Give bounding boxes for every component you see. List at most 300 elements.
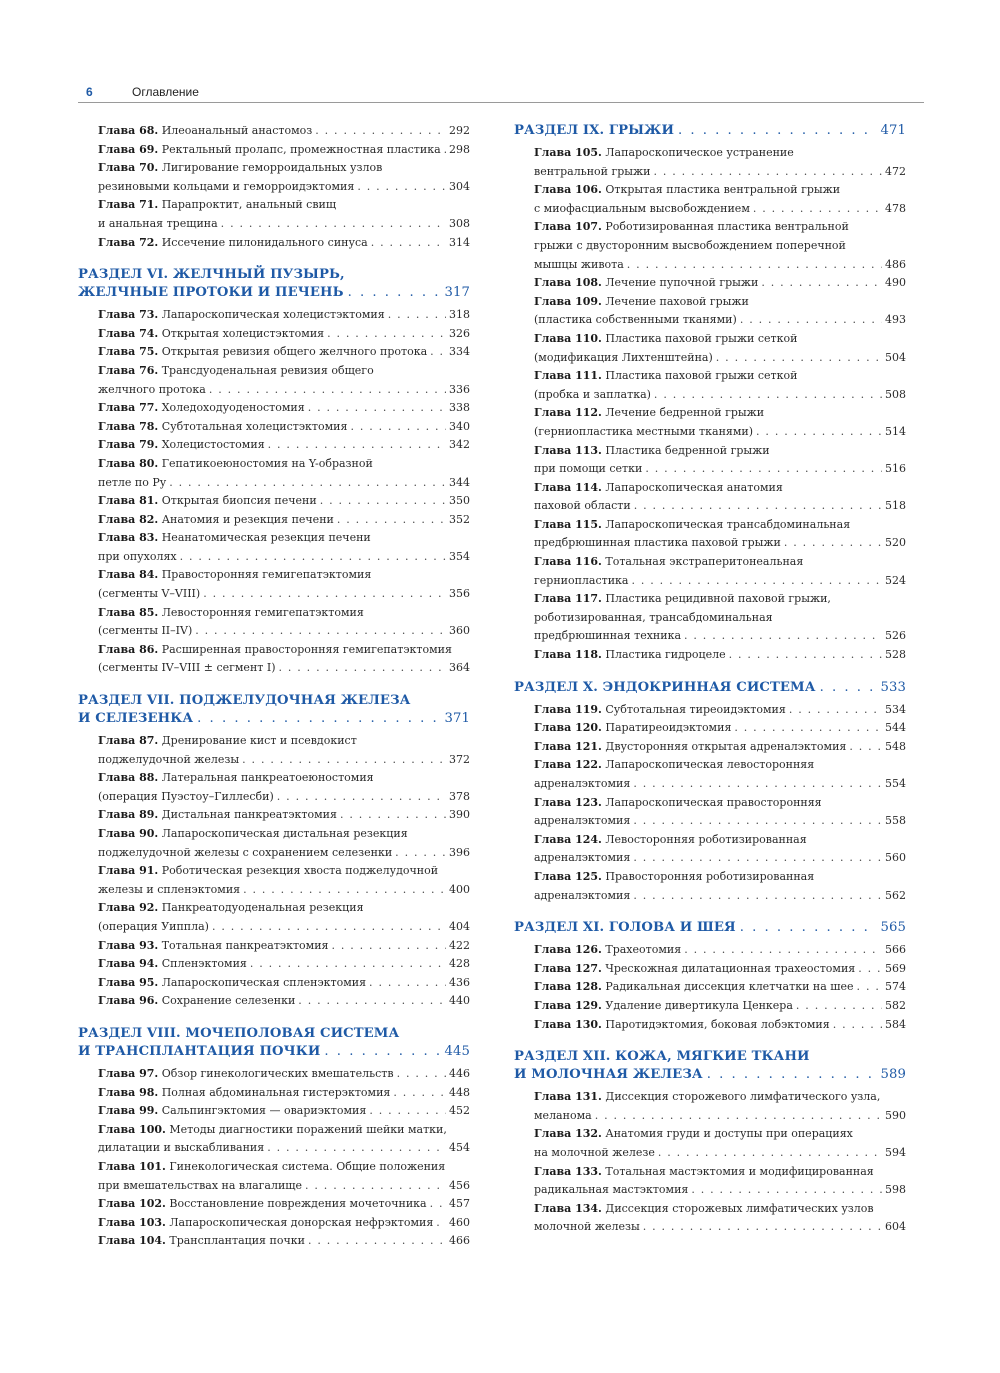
chapter-entry[interactable] bbox=[98, 234, 470, 253]
chapter-line bbox=[98, 955, 470, 974]
chapter-entry[interactable] bbox=[98, 862, 470, 899]
chapter-page-number: 396 bbox=[449, 845, 470, 859]
chapter-page-number: 352 bbox=[449, 512, 470, 526]
section-title[interactable] bbox=[514, 1048, 906, 1084]
chapter-line bbox=[534, 274, 906, 293]
chapter-entry[interactable] bbox=[98, 343, 470, 362]
chapter-page-number: 326 bbox=[449, 326, 470, 340]
leader-dots bbox=[684, 941, 882, 960]
chapter-entry[interactable] bbox=[534, 738, 906, 757]
page-number: 6 bbox=[86, 85, 93, 99]
chapter-line bbox=[534, 978, 906, 997]
chapter-title: (сегменты IV–VIII ± сегмент I) bbox=[98, 661, 276, 675]
chapter-line bbox=[98, 436, 470, 455]
section-page-number: 565 bbox=[880, 920, 906, 936]
leader-dots bbox=[761, 274, 882, 293]
section-title-text: И СЕЛЕЗЕНКА bbox=[78, 711, 194, 727]
chapter-title: паховой области bbox=[534, 499, 631, 513]
leader-dots bbox=[357, 178, 446, 197]
chapter-line bbox=[98, 234, 470, 253]
chapter-line bbox=[98, 492, 470, 511]
chapter-label: Глава 70. bbox=[98, 161, 159, 175]
chapter-label: Глава 80. bbox=[98, 456, 159, 470]
leader-dots bbox=[371, 234, 446, 253]
section-title[interactable] bbox=[514, 679, 906, 697]
leader-dots bbox=[784, 534, 882, 553]
chapter-line bbox=[98, 806, 470, 825]
chapter-title: железы и спленэктомия bbox=[98, 882, 241, 896]
chapter-label: Глава 71. bbox=[98, 198, 159, 212]
chapter-title: (пробка и заплатка) bbox=[534, 387, 651, 401]
chapter-entry[interactable] bbox=[98, 825, 470, 862]
chapter-line: Глава 133. Тотальная мастэктомия и модифицированная bbox=[534, 1164, 874, 1178]
chapter-line bbox=[98, 1139, 470, 1158]
leader-dots bbox=[267, 1139, 446, 1158]
chapter-label: Глава 84. bbox=[98, 568, 159, 582]
chapter-title: на молочной железе bbox=[534, 1145, 655, 1159]
chapter-line: Глава 70. Лигирование геморроидальных узлов bbox=[98, 161, 383, 175]
section-title-text: ЖЕЛЧНЫЕ ПРОТОКИ И ПЕЧЕНЬ bbox=[78, 285, 344, 301]
chapter-line: Глава 105. Лапароскопическое устранение bbox=[534, 146, 794, 159]
leader-dots bbox=[684, 627, 882, 646]
chapter-label: Глава 108. bbox=[534, 276, 602, 290]
chapter-title: Глава 121. Двусторонняя открытая адреналэктомия bbox=[534, 739, 847, 753]
chapter-page-number: 446 bbox=[449, 1066, 470, 1080]
chapter-title: при опухолях bbox=[98, 549, 177, 563]
chapter-line bbox=[98, 325, 470, 344]
chapter-line: грыжи с двусторонним высвобождением поперечной bbox=[534, 238, 846, 252]
chapter-line bbox=[534, 627, 906, 646]
chapter-line: Глава 109. Лечение паховой грыжи bbox=[534, 294, 749, 308]
chapter-line bbox=[534, 460, 906, 479]
chapter-label: Глава 102. bbox=[98, 1197, 166, 1211]
section-title[interactable] bbox=[78, 692, 470, 728]
chapter-line bbox=[534, 812, 906, 831]
chapter-list bbox=[78, 732, 470, 1011]
section-title-line bbox=[514, 122, 906, 140]
leader-dots bbox=[627, 256, 882, 275]
chapter-page-number: 493 bbox=[885, 313, 906, 327]
chapter-page-number: 544 bbox=[885, 721, 906, 735]
chapter-page-number: 448 bbox=[449, 1085, 470, 1099]
chapter-entry[interactable] bbox=[534, 719, 906, 738]
chapter-title: Глава 68. Илеоанальный анастомоз bbox=[98, 124, 313, 137]
chapter-line bbox=[98, 399, 470, 418]
leader-dots bbox=[315, 122, 446, 141]
leader-dots bbox=[369, 974, 446, 993]
chapter-label: Глава 117. bbox=[534, 592, 602, 606]
section-title[interactable] bbox=[78, 266, 470, 302]
chapter-list bbox=[78, 1065, 470, 1251]
chapter-label: Глава 76. bbox=[98, 363, 159, 377]
section-title[interactable] bbox=[514, 919, 906, 937]
chapter-line bbox=[534, 719, 906, 738]
chapter-line bbox=[534, 423, 906, 442]
chapter-entry[interactable] bbox=[534, 218, 906, 274]
chapter-line: Глава 84. Правосторонняя гемигепатэктомия bbox=[98, 568, 372, 582]
chapter-title: Глава 98. Полная абдоминальная гистерэктомия bbox=[98, 1085, 391, 1099]
chapter-label: Глава 133. bbox=[534, 1164, 602, 1178]
chapter-title: радикальная мастэктомия bbox=[534, 1183, 689, 1197]
chapter-label: Глава 115. bbox=[534, 517, 602, 531]
chapter-entry[interactable] bbox=[98, 899, 470, 936]
chapter-entry[interactable] bbox=[98, 1065, 470, 1084]
chapter-page-number: 486 bbox=[885, 257, 906, 271]
section-page-number: 371 bbox=[444, 711, 470, 727]
chapter-label: Глава 97. bbox=[98, 1066, 159, 1080]
chapter-line: Глава 88. Латеральная панкреатоеюностомия bbox=[98, 771, 374, 785]
chapter-page-number: 298 bbox=[449, 142, 470, 156]
chapter-list bbox=[514, 144, 906, 665]
chapter-entry[interactable] bbox=[534, 941, 906, 960]
chapter-line: Глава 123. Лапароскопическая правосторонняя bbox=[534, 795, 822, 809]
chapter-entry[interactable] bbox=[98, 455, 470, 492]
chapter-entry[interactable] bbox=[98, 196, 470, 233]
chapter-label: Глава 75. bbox=[98, 345, 159, 359]
chapter-title: при помощи сетки bbox=[534, 462, 643, 476]
leader-dots bbox=[298, 992, 446, 1011]
chapter-line: Глава 134. Диссекция сторожевых лимфатических узлов bbox=[534, 1201, 874, 1215]
chapter-line: Глава 91. Роботическая резекция хвоста поджелудочной bbox=[98, 864, 439, 878]
chapter-line bbox=[534, 1218, 906, 1237]
chapter-page-number: 457 bbox=[449, 1197, 470, 1211]
chapter-label: Глава 85. bbox=[98, 605, 159, 619]
chapter-label: Глава 82. bbox=[98, 512, 159, 526]
leader-dots bbox=[658, 1144, 882, 1163]
chapter-line: Глава 116. Тотальная экстраперитонеальная bbox=[534, 555, 804, 569]
chapter-label: Глава 109. bbox=[534, 294, 602, 308]
chapter-entry[interactable] bbox=[534, 756, 906, 793]
chapter-line bbox=[534, 1016, 906, 1035]
chapter-entry[interactable] bbox=[98, 122, 470, 141]
chapter-entry[interactable] bbox=[98, 955, 470, 974]
chapter-line bbox=[534, 887, 906, 906]
section-title[interactable] bbox=[514, 122, 906, 140]
chapter-entry[interactable] bbox=[534, 479, 906, 516]
leader-dots bbox=[820, 679, 877, 697]
chapter-line bbox=[534, 849, 906, 868]
chapter-page-number: 436 bbox=[449, 975, 470, 989]
chapter-line: Глава 131. Диссекция сторожевого лимфатического узла, bbox=[534, 1090, 881, 1104]
chapter-entry[interactable] bbox=[98, 806, 470, 825]
leader-dots bbox=[716, 349, 882, 368]
chapter-entry[interactable] bbox=[98, 1214, 470, 1233]
chapter-line bbox=[534, 572, 906, 591]
section-title-line: РАЗДЕЛ VI. ЖЕЛЧНЫЙ ПУЗЫРЬ, bbox=[78, 267, 345, 283]
chapter-line: роботизированная, трансабдоминальная bbox=[534, 610, 773, 624]
chapter-page-number: 404 bbox=[449, 919, 470, 933]
chapter-entry[interactable] bbox=[98, 769, 470, 806]
chapter-line: Глава 112. Лечение бедренной грыжи bbox=[534, 406, 765, 420]
chapter-title: Глава 69. Ректальный пролапс, промежностная пластика bbox=[98, 142, 441, 156]
chapter-page-number: 524 bbox=[885, 573, 906, 587]
chapter-page-number: 574 bbox=[885, 980, 906, 994]
chapter-entry[interactable] bbox=[98, 325, 470, 344]
chapter-title: при вмешательствах на влагалище bbox=[98, 1178, 303, 1192]
chapter-title: Глава 93. Тотальная панкреатэктомия bbox=[98, 938, 329, 952]
chapter-title: Глава 73. Лапароскопическая холецистэктомия bbox=[98, 308, 385, 322]
chapter-title: с миофасциальным высвобождением bbox=[534, 201, 750, 215]
chapter-entry[interactable] bbox=[98, 529, 470, 566]
leader-dots bbox=[212, 918, 446, 937]
chapter-entry[interactable] bbox=[98, 1084, 470, 1103]
chapter-entry[interactable] bbox=[98, 511, 470, 530]
chapter-line: Глава 111. Пластика паховой грыжи сеткой bbox=[534, 369, 798, 383]
chapter-page-number: 360 bbox=[449, 624, 470, 638]
chapter-label: Глава 113. bbox=[534, 443, 602, 457]
chapter-page-number: 344 bbox=[449, 475, 470, 489]
chapter-entry[interactable] bbox=[98, 1232, 470, 1251]
leader-dots bbox=[250, 955, 446, 974]
chapter-entry[interactable] bbox=[534, 1016, 906, 1035]
leader-dots bbox=[645, 460, 882, 479]
leader-dots bbox=[277, 788, 446, 807]
chapter-entry[interactable] bbox=[98, 436, 470, 455]
chapter-line bbox=[98, 178, 470, 197]
chapter-entry[interactable] bbox=[98, 1158, 470, 1195]
chapter-page-number: 558 bbox=[885, 814, 906, 828]
chapter-title: предбрюшинная техника bbox=[534, 629, 682, 643]
leader-dots bbox=[331, 937, 446, 956]
chapter-title: желчного протока bbox=[98, 382, 206, 396]
chapter-title: Глава 128. Радикальная диссекция клетчатки на шее bbox=[534, 980, 854, 994]
chapter-label: Глава 89. bbox=[98, 808, 159, 822]
chapter-label: Глава 112. bbox=[534, 406, 602, 420]
chapter-label: Глава 127. bbox=[534, 961, 602, 975]
chapter-title: Глава 126. Трахеотомия bbox=[534, 943, 682, 957]
chapter-label: Глава 123. bbox=[534, 795, 602, 809]
chapter-label: Глава 72. bbox=[98, 235, 159, 249]
chapter-label: Глава 98. bbox=[98, 1085, 159, 1099]
section-title-line bbox=[78, 284, 470, 302]
leader-dots bbox=[633, 812, 882, 831]
chapter-entry[interactable] bbox=[534, 553, 906, 590]
chapter-list bbox=[514, 941, 906, 1034]
chapter-page-number: 336 bbox=[449, 382, 470, 396]
chapter-title: (сегменты II–IV) bbox=[98, 624, 193, 638]
chapter-entry[interactable] bbox=[534, 794, 906, 831]
section-title[interactable] bbox=[78, 1025, 470, 1061]
chapter-label: Глава 105. bbox=[534, 146, 602, 159]
chapter-label: Глава 87. bbox=[98, 734, 159, 748]
chapter-title: Глава 72. Иссечение пилонидального синуса bbox=[98, 235, 368, 249]
leader-dots bbox=[395, 844, 446, 863]
chapter-entry[interactable] bbox=[534, 646, 906, 665]
chapter-entry[interactable] bbox=[534, 1125, 906, 1162]
chapter-line bbox=[98, 937, 470, 956]
chapter-entry[interactable] bbox=[534, 144, 906, 181]
chapter-entry[interactable] bbox=[534, 960, 906, 979]
chapter-line: Глава 122. Лапароскопическая левосторонняя bbox=[534, 758, 815, 772]
running-header bbox=[78, 84, 924, 103]
chapter-page-number: 508 bbox=[885, 387, 906, 401]
chapter-line bbox=[534, 775, 906, 794]
chapter-entry[interactable] bbox=[534, 274, 906, 293]
leader-dots bbox=[729, 646, 882, 665]
chapter-entry[interactable] bbox=[98, 604, 470, 641]
chapter-line bbox=[534, 497, 906, 516]
chapter-title: Глава 77. Холедоходуоденостомия bbox=[98, 401, 305, 415]
chapter-line: Глава 115. Лапароскопическая трансабдоминальная bbox=[534, 517, 851, 531]
chapter-label: Глава 110. bbox=[534, 331, 602, 345]
chapter-entry[interactable] bbox=[98, 362, 470, 399]
chapter-label: Глава 131. bbox=[534, 1090, 602, 1104]
leader-dots bbox=[308, 1232, 446, 1251]
chapter-label: Глава 101. bbox=[98, 1159, 166, 1173]
chapter-line bbox=[534, 941, 906, 960]
leader-dots bbox=[350, 418, 446, 437]
chapter-title: адреналэктомия bbox=[534, 888, 631, 902]
section-title-line bbox=[514, 919, 906, 937]
section-page-number: 589 bbox=[880, 1067, 906, 1083]
leader-dots bbox=[243, 881, 446, 900]
section-title-text: И ТРАНСПЛАНТАЦИЯ ПОЧКИ bbox=[78, 1043, 321, 1059]
chapter-entry[interactable] bbox=[98, 732, 470, 769]
chapter-page-number: 490 bbox=[885, 276, 906, 290]
chapter-entry[interactable] bbox=[534, 293, 906, 330]
chapter-page-number: 472 bbox=[885, 164, 906, 178]
chapter-line bbox=[98, 992, 470, 1011]
chapter-entry[interactable] bbox=[534, 978, 906, 997]
toc-column-left bbox=[78, 122, 470, 1265]
chapter-title: (сегменты V–VIII) bbox=[98, 587, 201, 601]
chapter-line bbox=[98, 751, 470, 770]
chapter-title: Глава 129. Удаление дивертикула Ценкера bbox=[534, 998, 793, 1012]
chapter-title: Глава 120. Паратиреоидэктомия bbox=[534, 721, 732, 735]
chapter-line bbox=[534, 960, 906, 979]
leader-dots bbox=[169, 474, 446, 493]
chapter-page-number: 548 bbox=[885, 739, 906, 753]
chapter-entry[interactable] bbox=[534, 997, 906, 1016]
chapter-entry[interactable] bbox=[98, 641, 470, 678]
chapter-page-number: 452 bbox=[449, 1104, 470, 1118]
chapter-line bbox=[98, 622, 470, 641]
chapter-entry[interactable] bbox=[98, 399, 470, 418]
chapter-title: Глава 127. Чрескожная дилатационная трахеостомия bbox=[534, 961, 856, 975]
toc-section bbox=[78, 1025, 470, 1251]
chapter-title: дилатации и выскабливания bbox=[98, 1141, 265, 1155]
chapter-line: Глава 132. Анатомия груди и доступы при операциях bbox=[534, 1127, 853, 1141]
chapter-entry[interactable] bbox=[98, 492, 470, 511]
leader-dots bbox=[340, 806, 446, 825]
chapter-entry[interactable] bbox=[534, 330, 906, 367]
leader-dots bbox=[195, 622, 446, 641]
chapter-label: Глава 99. bbox=[98, 1104, 159, 1118]
chapter-label: Глава 125. bbox=[534, 869, 602, 883]
leader-dots bbox=[849, 738, 882, 757]
leader-dots bbox=[348, 284, 441, 302]
leader-dots bbox=[734, 719, 882, 738]
chapter-line bbox=[98, 585, 470, 604]
chapter-title: Глава 97. Обзор гинекологических вмешательств bbox=[98, 1066, 394, 1080]
chapter-entry[interactable] bbox=[98, 992, 470, 1011]
chapter-label: Глава 74. bbox=[98, 326, 159, 340]
chapter-entry[interactable] bbox=[98, 937, 470, 956]
chapter-entry[interactable] bbox=[98, 1121, 470, 1158]
chapter-entry[interactable] bbox=[534, 442, 906, 479]
chapter-line bbox=[98, 1084, 470, 1103]
chapter-line: Глава 76. Трансдуоденальная ревизия общего bbox=[98, 363, 374, 377]
chapter-title: (пластика собственными тканями) bbox=[534, 313, 737, 327]
chapter-page-number: 460 bbox=[449, 1215, 470, 1229]
chapter-page-number: 584 bbox=[885, 1017, 906, 1031]
chapter-entry[interactable] bbox=[98, 566, 470, 603]
chapter-entry[interactable] bbox=[534, 831, 906, 868]
chapter-line: Глава 85. Левосторонняя гемигепатэктомия bbox=[98, 605, 364, 619]
leader-dots bbox=[643, 1218, 882, 1237]
chapter-entry[interactable] bbox=[534, 590, 906, 646]
chapter-page-number: 590 bbox=[885, 1108, 906, 1122]
chapter-entry[interactable] bbox=[534, 367, 906, 404]
leader-dots bbox=[397, 1065, 446, 1084]
chapter-entry[interactable] bbox=[534, 1088, 906, 1125]
chapter-line bbox=[98, 343, 470, 362]
chapter-entry[interactable] bbox=[534, 701, 906, 720]
leader-dots bbox=[633, 887, 882, 906]
chapter-entry[interactable] bbox=[98, 418, 470, 437]
chapter-label: Глава 116. bbox=[534, 555, 602, 569]
chapter-entry[interactable] bbox=[98, 974, 470, 993]
chapter-label: Глава 126. bbox=[534, 943, 602, 957]
chapter-title: поджелудочной железы с сохранением селезенки bbox=[98, 845, 393, 859]
chapter-entry[interactable] bbox=[98, 306, 470, 325]
chapter-entry[interactable] bbox=[98, 141, 470, 160]
chapter-line bbox=[98, 659, 470, 678]
chapter-title: адреналэктомия bbox=[534, 851, 631, 865]
chapter-line: Глава 80. Гепатикоеюностомия на Y-образной bbox=[98, 456, 373, 470]
chapter-entry[interactable] bbox=[534, 516, 906, 553]
leader-dots bbox=[633, 849, 882, 868]
chapter-entry[interactable] bbox=[98, 1102, 470, 1121]
chapter-entry[interactable] bbox=[534, 868, 906, 905]
chapter-line: Глава 83. Неанатомическая резекция печени bbox=[98, 531, 371, 545]
chapter-entry[interactable] bbox=[534, 1200, 906, 1237]
chapter-entry[interactable] bbox=[98, 159, 470, 196]
leader-dots bbox=[203, 585, 446, 604]
chapter-line bbox=[98, 381, 470, 400]
chapter-page-number: 594 bbox=[885, 1145, 906, 1159]
chapter-page-number: 372 bbox=[449, 752, 470, 766]
chapter-line bbox=[98, 1065, 470, 1084]
chapter-entry[interactable] bbox=[534, 181, 906, 218]
chapter-label: Глава 69. bbox=[98, 142, 159, 156]
chapter-page-number: 514 bbox=[885, 424, 906, 438]
chapter-line bbox=[98, 1195, 470, 1214]
chapter-line: Глава 107. Роботизированная пластика вентральной bbox=[534, 220, 849, 234]
chapter-title: (операция Уиппла) bbox=[98, 919, 209, 933]
chapter-line bbox=[534, 349, 906, 368]
chapter-label: Глава 118. bbox=[534, 648, 602, 662]
chapter-label: Глава 68. bbox=[98, 124, 159, 137]
chapter-entry[interactable] bbox=[98, 1195, 470, 1214]
chapter-line: Глава 87. Дренирование кист и псевдокист bbox=[98, 734, 357, 748]
chapter-page-number: 604 bbox=[885, 1220, 906, 1234]
leader-dots bbox=[691, 1181, 882, 1200]
chapter-entry[interactable] bbox=[534, 1163, 906, 1200]
leader-dots bbox=[756, 423, 882, 442]
chapter-line bbox=[534, 256, 906, 275]
chapter-page-number: 454 bbox=[449, 1141, 470, 1155]
leader-dots bbox=[180, 548, 446, 567]
chapter-line bbox=[98, 306, 470, 325]
chapter-label: Глава 107. bbox=[534, 220, 602, 234]
chapter-entry[interactable] bbox=[534, 404, 906, 441]
chapter-label: Глава 124. bbox=[534, 832, 602, 846]
leader-dots bbox=[632, 572, 883, 591]
section-title-text: РАЗДЕЛ IX. ГРЫЖИ bbox=[514, 123, 675, 138]
chapter-line: Глава 106. Открытая пластика вентральной грыжи bbox=[534, 183, 841, 197]
leader-dots bbox=[197, 710, 440, 728]
